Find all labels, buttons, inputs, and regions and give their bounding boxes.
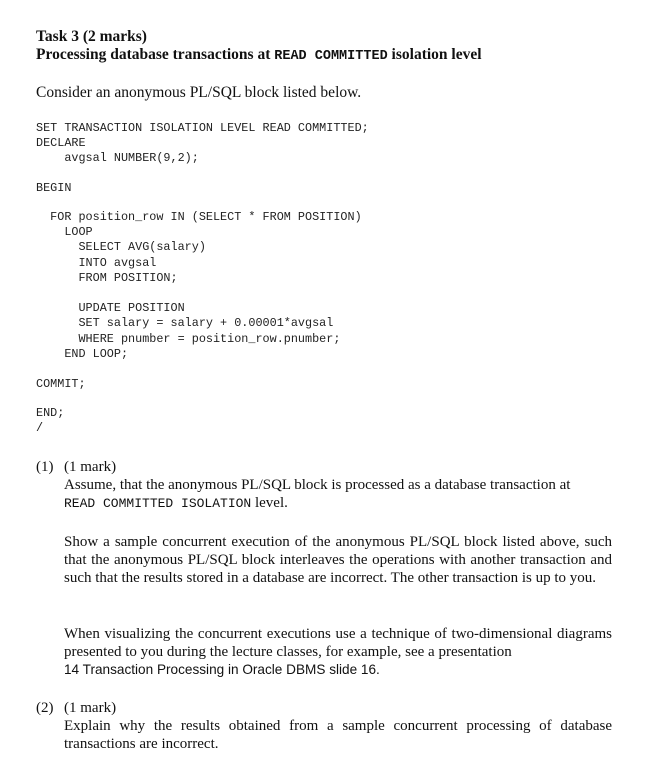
code-loop-body: FOR position_row IN (SELECT * FROM POSITION) LOOP SELECT AVG(salary) INTO avgsal FROM POSITION; UPDATE POSITION SET salary = salary + 0.00001*avgsal WHERE pnumber = position_row.pnumber; END LOOP; bbox=[50, 210, 362, 361]
q1-p1-text: Assume, that the anonymous PL/SQL block is processed as a database transaction at bbox=[64, 477, 571, 493]
subtitle-post: isolation level bbox=[387, 46, 482, 63]
question-1-paragraph-2: Show a sample concurrent execution of the anonymous PL/SQL block listed above, such that the anonymous PL/SQL block interleaves the operations with another transaction and such that the results stored in a database are incorrect. The other transaction is up to you. bbox=[64, 534, 612, 587]
question-2-marks: (1 mark) bbox=[64, 700, 117, 716]
code-declare-section: SET TRANSACTION ISOLATION LEVEL READ COMMITTED; DECLARE avgsal NUMBER(9,2); bbox=[36, 121, 369, 166]
task-title: Task 3 (2 marks) bbox=[36, 28, 147, 45]
code-begin: BEGIN bbox=[36, 181, 72, 195]
question-1-marks: (1 mark) bbox=[64, 459, 117, 475]
q1-p1-code: READ COMMITTED ISOLATION bbox=[64, 496, 252, 512]
q1-p3-text: When visualizing the concurrent executions use a technique of two-dimensional diagrams presented to you during the lecture classes, for example, see a presentation bbox=[64, 626, 612, 661]
question-2-number: (2) bbox=[36, 700, 54, 716]
question-2-text: Explain why the results obtained from a sample concurrent processing of database transactions are incorrect. bbox=[64, 718, 612, 753]
question-1-paragraph-3 bbox=[64, 625, 612, 680]
question-1-paragraph-1 bbox=[64, 476, 612, 513]
code-end: END; / bbox=[36, 406, 65, 436]
q1-p3-reference: 14 Transaction Processing in Oracle DBMS slide 16. bbox=[64, 662, 380, 678]
code-commit: COMMIT; bbox=[36, 377, 86, 391]
question-1-number: (1) bbox=[36, 459, 54, 475]
intro-text: Consider an anonymous PL/SQL block listed below. bbox=[36, 84, 362, 101]
q1-p1-post: level. bbox=[251, 495, 288, 512]
subtitle-pre: Processing database transactions at bbox=[36, 46, 275, 63]
task-subtitle bbox=[36, 46, 482, 66]
subtitle-code: READ COMMITTED bbox=[274, 49, 388, 64]
